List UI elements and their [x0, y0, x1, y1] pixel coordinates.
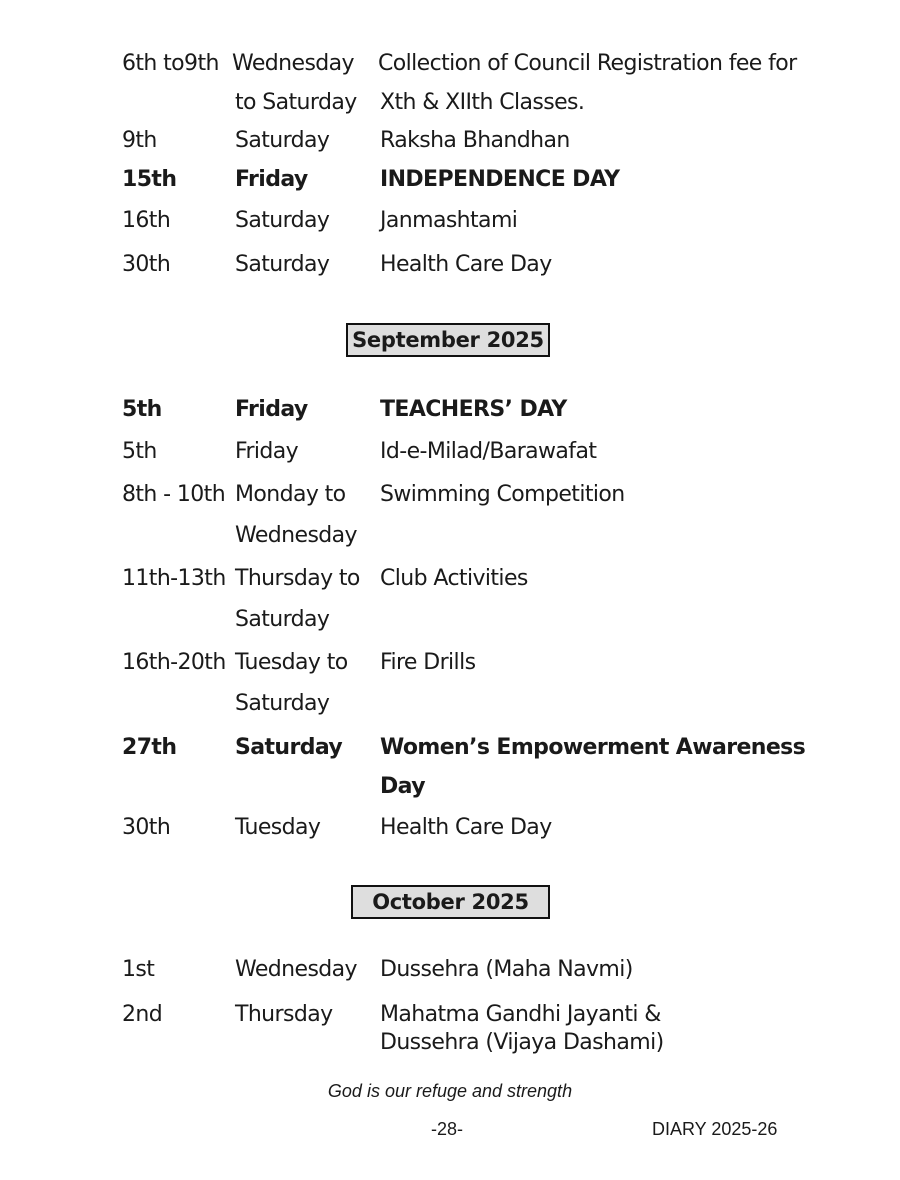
day: Monday to: [235, 482, 346, 507]
date: 6th to9th: [122, 51, 219, 76]
day: Saturday: [235, 735, 343, 760]
event: Women’s Empowerment Awareness: [380, 735, 806, 760]
day: Friday: [235, 167, 308, 192]
day: Saturday: [235, 691, 330, 716]
day: Tuesday to: [235, 650, 348, 675]
day: Wednesday: [235, 523, 357, 548]
date: 9th: [122, 128, 157, 153]
sep-row-6: [0, 728, 900, 768]
date: 27th: [122, 735, 177, 760]
aug-row-1: [0, 44, 900, 84]
day: Saturday: [235, 128, 330, 153]
event-line: Dussehra (Vijaya Dashami): [380, 1030, 664, 1055]
date: 5th: [122, 397, 162, 422]
aug-row-5: [0, 201, 900, 241]
day: Wednesday: [232, 51, 354, 76]
date: 11th-13th: [122, 566, 226, 591]
footer-motto: God is our refuge and strength: [327, 1081, 573, 1101]
sep-row-4-cont: [0, 600, 900, 640]
event: Janmashtami: [380, 208, 518, 233]
aug-row-3: [0, 121, 900, 161]
diary-label: DIARY 2025-26: [652, 1119, 778, 1139]
event: TEACHERS’ DAY: [380, 397, 567, 422]
sep-row-3: [0, 475, 900, 515]
month-label: October 2025: [351, 885, 550, 919]
day: Tuesday: [235, 815, 321, 840]
day: Saturday: [235, 208, 330, 233]
event-line: Mahatma Gandhi Jayanti &: [380, 1002, 661, 1027]
sep-row-7: [0, 808, 900, 848]
event: Dussehra (Maha Navmi): [380, 957, 633, 982]
event: Id-e-Milad/Barawafat: [380, 439, 597, 464]
day: Thursday: [235, 1002, 333, 1027]
event: Club Activities: [380, 566, 528, 591]
sep-row-4: [0, 559, 900, 599]
day: Wednesday: [235, 957, 357, 982]
day: Thursday to: [235, 566, 360, 591]
oct-row-2-event: [380, 1001, 664, 1057]
sep-row-5-cont: [0, 684, 900, 724]
month-label: September 2025: [346, 323, 550, 357]
date: 15th: [122, 167, 177, 192]
aug-row-6: [0, 245, 900, 285]
sep-row-1: [0, 390, 900, 430]
day: Saturday: [235, 252, 330, 277]
month-heading-september: [0, 323, 900, 357]
oct-row-1: [0, 950, 900, 990]
aug-row-4: [0, 160, 900, 200]
event: Xth & XIIth Classes.: [380, 90, 585, 115]
event: Health Care Day: [380, 815, 552, 840]
sep-row-3-cont: [0, 516, 900, 556]
sep-row-6-cont: [0, 767, 900, 807]
page-number: -28-: [431, 1119, 464, 1139]
sep-row-5: [0, 643, 900, 683]
date: 16th: [122, 208, 171, 233]
event: Swimming Competition: [380, 482, 625, 507]
event: Health Care Day: [380, 252, 552, 277]
date: 8th - 10th: [122, 482, 226, 507]
date: 1st: [122, 957, 155, 982]
aug-row-2: [0, 83, 900, 123]
date: 30th: [122, 815, 171, 840]
event: Day: [380, 774, 425, 799]
event: Fire Drills: [380, 650, 476, 675]
day: Friday: [235, 397, 308, 422]
date: 2nd: [122, 1002, 163, 1027]
event: INDEPENDENCE DAY: [380, 167, 620, 192]
sep-row-2: [0, 432, 900, 472]
day: Saturday: [235, 607, 330, 632]
event: Collection of Council Registration fee for: [378, 51, 797, 76]
date: 16th-20th: [122, 650, 226, 675]
day: Friday: [235, 439, 299, 464]
date: 5th: [122, 439, 157, 464]
month-heading-october: [0, 885, 900, 919]
date: 30th: [122, 252, 171, 277]
day: to Saturday: [235, 90, 357, 115]
event: Raksha Bhandhan: [380, 128, 570, 153]
